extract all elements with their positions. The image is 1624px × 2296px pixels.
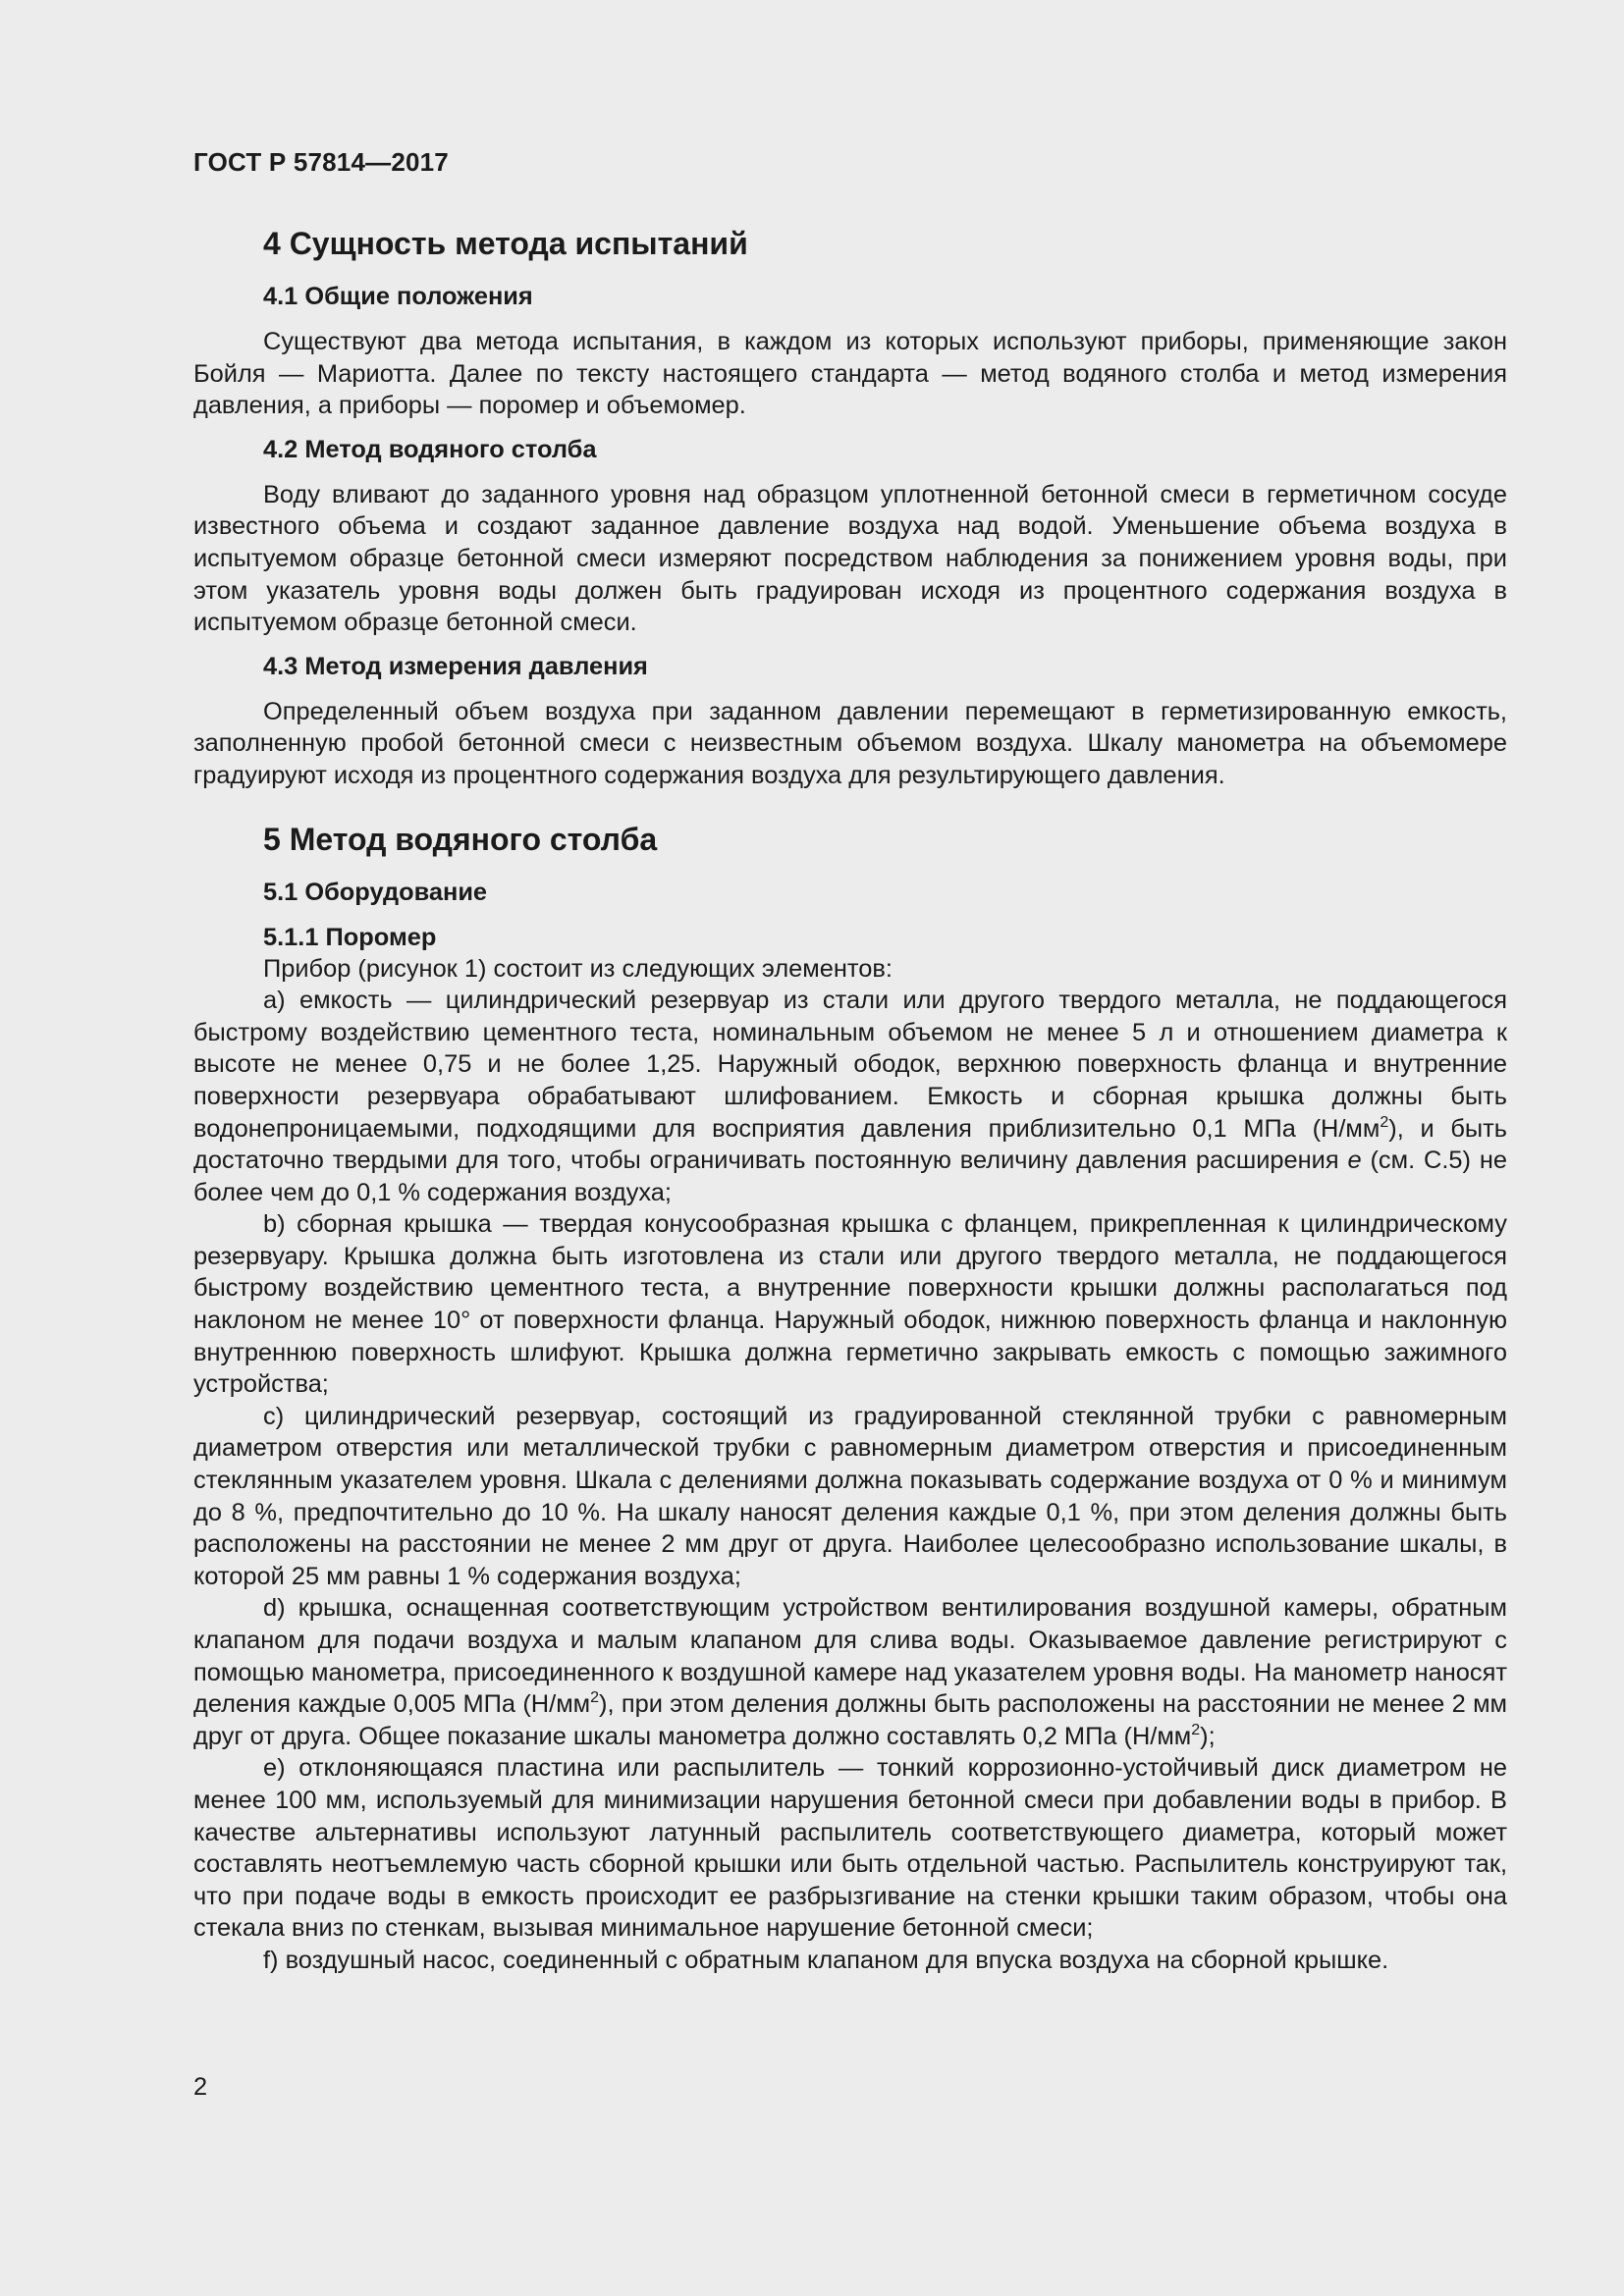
page-content (193, 222, 1507, 1977)
section-4-1-text: Существуют два метода испытания, в каждом из которых используют приборы, применяющие закон Бойля — Мариотта. Далее по тексту настоящего стандарта — метод водяного столба и метод измерения давления, а приборы — поромер и объемомер. (193, 328, 1507, 420)
item-d-text-1: d) крышка, оснащенная соответствующим устройством вентилирования воздушной камеры, обратным клапаном для подачи воздуха и малым клапаном для слива воды. Оказываемое давление регистрируют с помощью манометра, присоединенного к воздушной камере над указателем уровня воды. На манометр наносят деления каждые 0,005 МПа (Н/мм (193, 1594, 1507, 1719)
item-d-text-3: ); (1200, 1722, 1216, 1750)
section-4-heading: 4 Сущность метода испытаний (263, 226, 748, 261)
item-a-text-2: ), и быть достаточно твердыми для того, чтобы ограничивать постоянную величину давления расширения (193, 1114, 1508, 1175)
list-item-e: e) отклоняющаяся пластина или распылитель — тонкий коррозионно-устойчивый диск диаметром не менее 100 мм, используемый для минимизации нарушения бетонной смеси при добавлении воды в прибор. В качестве альтернативы используют латунный распылитель соответствующего диаметра, который может составлять неотъемлемую часть сборной крышки или быть отдельной частью. Распылитель конструируют так, что при подаче воды в емкость происходит ее разбрызгивание на стенки крышки таким образом, чтобы она стекала вниз по стенкам, вызывая минимальное нарушение бетонной смеси; (193, 1754, 1507, 1943)
item-a-text-3: (см. С.5) не более чем до 0,1 % содержания воздуха; (193, 1147, 1508, 1206)
section-4-2-heading: 4.2 Метод водяного столба (263, 435, 597, 463)
item-d-superscript-1: 2 (590, 1689, 600, 1707)
section-4-2-text: Воду вливают до заданного уровня над образцом уплотненной бетонной смеси в герметичном сосуде известного объема и создают заданное давление воздуха над водой. Уменьшение объема воздуха в испытуемом образце бетонной смеси измеряют посредством наблюдения за понижением уровня воды, при этом указатель уровня воды должен быть градуирован исходя из процентного содержания воздуха в испытуемом образце бетонной смеси. (193, 480, 1507, 637)
section-5-1-1-heading: 5.1.1 Поромер (263, 923, 437, 951)
item-a-text-1: a) емкость — цилиндрический резервуар из стали или другого твердого металла, не поддающегося быстрому воздействию цементного теста, номинальным объемом не менее 5 л и отношением диаметра к высоте не менее 0,75 и не более 1,25. Наружный ободок, верхнюю поверхность фланца и внутренние поверхности резервуара обрабатывают шлифованием. Емкость и сборная крышка должны быть водонепроницаемыми, подходящими для восприятия давления приблизительно 0,1 МПа (Н/мм (193, 987, 1507, 1143)
device-intro: Прибор (рисунок 1) состоит из следующих элементов: (263, 954, 893, 983)
item-d-superscript-2: 2 (1191, 1721, 1201, 1738)
item-d-text-2: ), при этом деления должны быть расположены на расстоянии не менее 2 мм друг от друга. Общее показание шкалы манометра должно составлять 0,2 МПа (Н/мм (193, 1690, 1508, 1750)
section-4-1-heading: 4.1 Общие положения (263, 283, 533, 310)
standard-designation: ГОСТ Р 57814—2017 (193, 147, 449, 177)
list-item-c: c) цилиндрический резервуар, состоящий из градуированной стеклянной трубки с равномерным диаметром отверстия или металлической трубки с равномерным диаметром отверстия и присоединенным стеклянным указателем уровня. Шкала с делениями должна показывать содержание воздуха от 0 % и минимум до 8 %, предпочтительно до 10 %. На шкалу наносят деления каждые 0,1 %, при этом деления должны быть расположены на расстоянии не менее 2 мм друг от друга. Наиболее целесообразно использование шкалы, в которой 25 мм равны 1 % содержания воздуха; (193, 1402, 1507, 1590)
item-a-superscript: 2 (1380, 1113, 1389, 1131)
section-5-1-heading: 5.1 Оборудование (263, 878, 488, 906)
section-4-3-heading: 4.3 Метод измерения давления (263, 652, 648, 680)
section-4-3-text: Определенный объем воздуха при заданном давлении перемещают в герметизированную емкость, заполненную пробой бетонной смеси с неизвестным объемом воздуха. Шкалу манометра на объемомере градуируют исходя из процентного содержания воздуха для результирующего давления. (193, 697, 1507, 789)
list-item-a (193, 985, 1507, 1208)
section-5-heading: 5 Метод водяного столба (263, 821, 658, 857)
list-item-d (193, 1592, 1507, 1752)
list-item-f: f) воздушный насос, соединенный с обратным клапаном для впуска воздуха на сборной крышке. (263, 1946, 1389, 1974)
page-number: 2 (193, 2073, 208, 2101)
list-item-b: b) сборная крышка — твердая конусообразная крышка с фланцем, прикрепленная к цилиндрическому резервуару. Крышка должна быть изготовлена из стали или другого твердого металла, не поддающегося быстрому воздействию цементного теста, а внутренние поверхности крышки должны располагаться под наклоном не менее 10° от поверхности фланца. Наружный ободок, нижнюю поверхность фланца и наклонную внутреннюю поверхность шлифуют. Крышка должна герметично закрывать емкость с помощью зажимного устройства; (193, 1210, 1507, 1399)
item-a-italic-e: e (1347, 1147, 1362, 1175)
